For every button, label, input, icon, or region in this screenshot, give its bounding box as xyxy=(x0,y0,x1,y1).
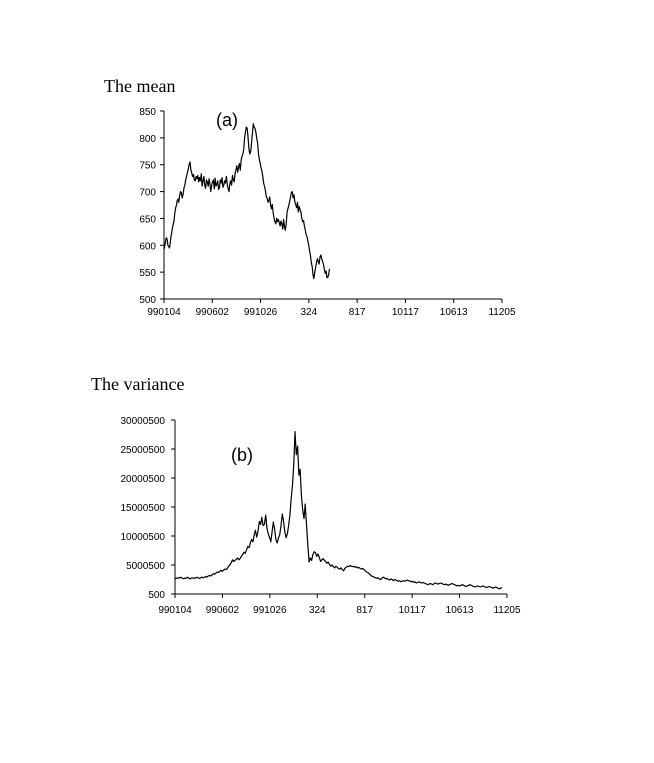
chart-b-title: The variance xyxy=(91,374,185,394)
chart-a-title: The mean xyxy=(104,76,176,96)
chart-a-xtick-label: 817 xyxy=(348,307,366,318)
chart-b-ytick-label: 5000500 xyxy=(126,561,165,572)
chart-a-ytick-label: 850 xyxy=(139,107,156,118)
chart-a-ytick-label: 800 xyxy=(139,133,156,145)
chart-a-ytick-label: 550 xyxy=(139,268,156,280)
chart-a-xtick-label: 990104 xyxy=(147,307,181,318)
chart-a-ytick-label: 500 xyxy=(139,295,156,306)
chart-b-xtick-label: 10117 xyxy=(398,605,426,616)
chart-b-panel-label: (b) xyxy=(231,445,253,465)
chart-b-ytick-label: 15000500 xyxy=(120,503,165,514)
chart-a-ytick-label: 600 xyxy=(139,241,156,253)
chart-a-xtick-label: 10613 xyxy=(439,307,468,318)
chart-a-xtick-label: 324 xyxy=(300,307,318,318)
chart-b-xtick-label: 11205 xyxy=(493,605,521,616)
chart-a-series-line xyxy=(164,124,330,279)
chart-b-xtick-label: 10613 xyxy=(445,605,474,616)
chart-a-ytick-label: 650 xyxy=(139,214,156,226)
chart-b-xtick-label: 324 xyxy=(308,605,326,616)
chart-a-ytick-label: 750 xyxy=(139,160,156,172)
chart-a-ytick-label: 700 xyxy=(139,187,156,199)
chart-a-xtick-label: 10117 xyxy=(391,307,419,318)
chart-a-xtick-label: 991026 xyxy=(243,307,278,318)
chart-a-xtick-label: 11205 xyxy=(488,307,516,318)
chart-b-ytick-label: 10000500 xyxy=(120,532,165,543)
chart-a-panel-label: (a) xyxy=(216,110,238,130)
chart-b-xtick-label: 817 xyxy=(356,605,374,616)
chart-b-ytick-label: 25000500 xyxy=(120,445,165,456)
chart-a-xtick-label: 990602 xyxy=(195,307,229,318)
chart-b-ytick-label: 500 xyxy=(148,590,165,601)
chart-b-series-line xyxy=(175,432,502,589)
chart-b-ytick-label: 30000500 xyxy=(120,416,165,427)
chart-b-xtick-label: 991026 xyxy=(253,605,287,616)
chart-b-ytick-label: 20000500 xyxy=(120,474,165,485)
chart-b-xtick-label: 990602 xyxy=(205,605,240,616)
chart-b-xtick-label: 990104 xyxy=(158,605,192,616)
